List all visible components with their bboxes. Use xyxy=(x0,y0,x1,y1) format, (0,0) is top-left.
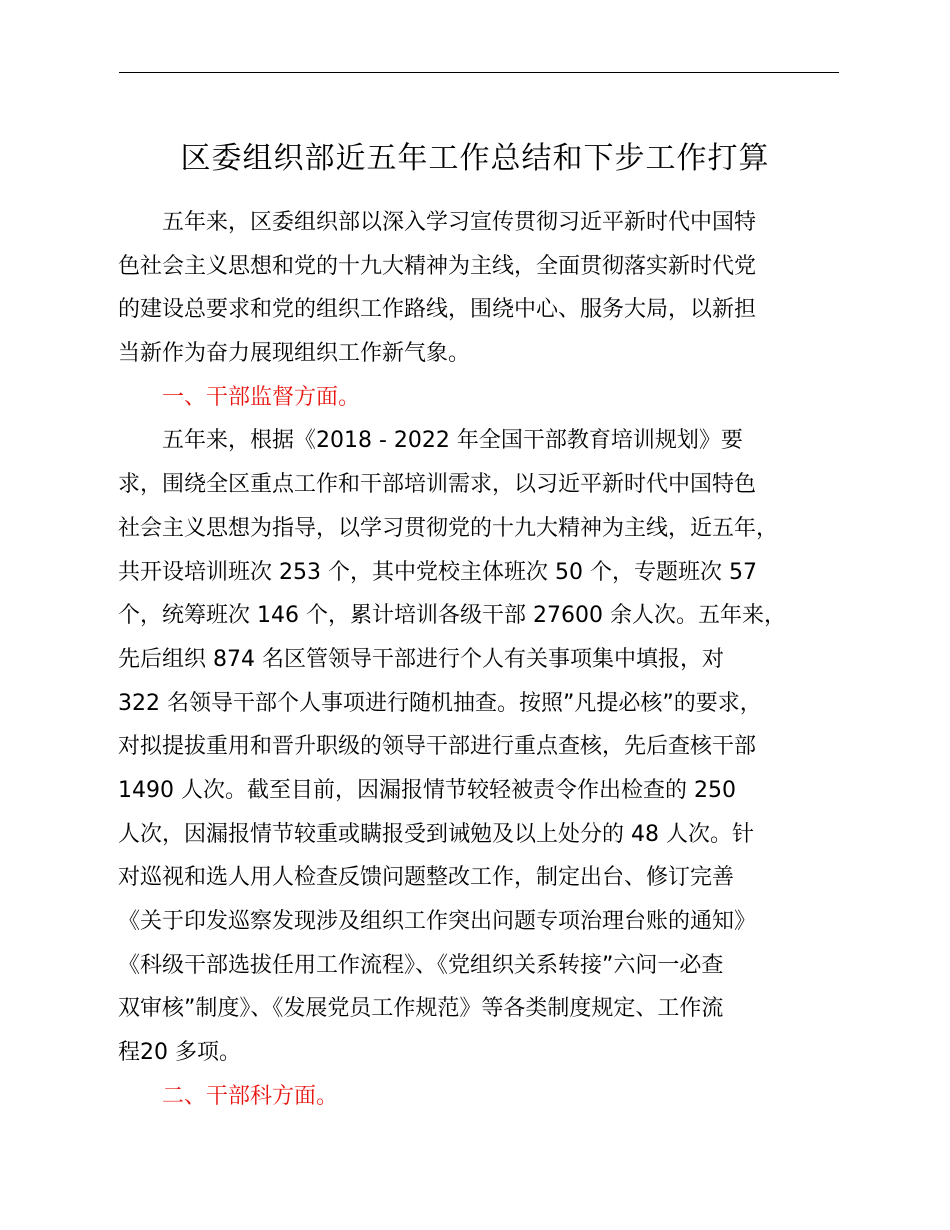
section-1-line-11: 对巡视和选人用人检查反馈问题整改工作，制定出台、修订完善 xyxy=(118,865,735,891)
section-1-line-3: 社会主义思想为指导，以学习贯彻党的十九大精神为主线，近五年， xyxy=(118,515,779,541)
section-1-line-8: 对拟提拔重用和晋升职级的领导干部进行重点查核，先后查核干部 xyxy=(118,734,757,760)
section-1-line-12: 《关于印发巡察发现涉及组织工作突出问题专项治理台账的通知》 xyxy=(118,909,757,934)
intro-line-1: 五年来，区委组织部以深入学习宣传贯彻习近平新时代中国特 xyxy=(162,210,757,235)
document-title: 区委组织部近五年工作总结和下步工作打算 xyxy=(180,141,770,176)
section-2-heading: 二、干部科方面。 xyxy=(162,1083,339,1109)
section-1-line-7: 322 名领导干部个人事项进行随机抽查。按照”凡提必核”的要求， xyxy=(118,690,762,716)
document-body xyxy=(118,201,842,1118)
intro-line-3: 的建设总要求和党的组织工作路线，围绕中心、服务大局，以新担 xyxy=(118,297,757,323)
intro-line-4: 当新作为奋力展现组织工作新气象。 xyxy=(118,341,471,367)
section-1-line-5: 个，统筹班次 146 个，累计培训各级干部 27600 余人次。五年来， xyxy=(118,603,786,629)
section-1-line-1: 五年来，根据《2018 - 2022 年全国干部教育培训规划》要 xyxy=(162,428,743,454)
section-1-line-9: 1490 人次。截至目前，因漏报情节较轻被责令作出检查的 250 xyxy=(118,777,736,803)
section-1-line-15: 程20 多项。 xyxy=(118,1040,241,1066)
section-1-line-6: 先后组织 874 名区管领导干部进行个人有关事项集中填报，对 xyxy=(118,646,724,672)
section-1-line-10: 人次，因漏报情节较重或瞒报受到诫勉及以上处分的 48 人次。针 xyxy=(118,821,754,847)
section-1-line-13: 《科级干部选拔任用工作流程》、《党组织关系转接”六问一必查 xyxy=(118,952,724,978)
section-1-line-2: 求，围绕全区重点工作和干部培训需求，以习近平新时代中国特色 xyxy=(118,472,757,498)
intro-line-2: 色社会主义思想和党的十九大精神为主线，全面贯彻落实新时代党 xyxy=(118,253,757,279)
section-1-heading: 一、干部监督方面。 xyxy=(162,384,361,410)
section-1-line-4: 共开设培训班次 253 个，其中党校主体班次 50 个，专题班次 57 xyxy=(118,559,757,585)
header-rule xyxy=(119,72,839,73)
section-1-line-14: 双审核”制度》、《发展党员工作规范》等各类制度规定、工作流 xyxy=(118,996,724,1022)
